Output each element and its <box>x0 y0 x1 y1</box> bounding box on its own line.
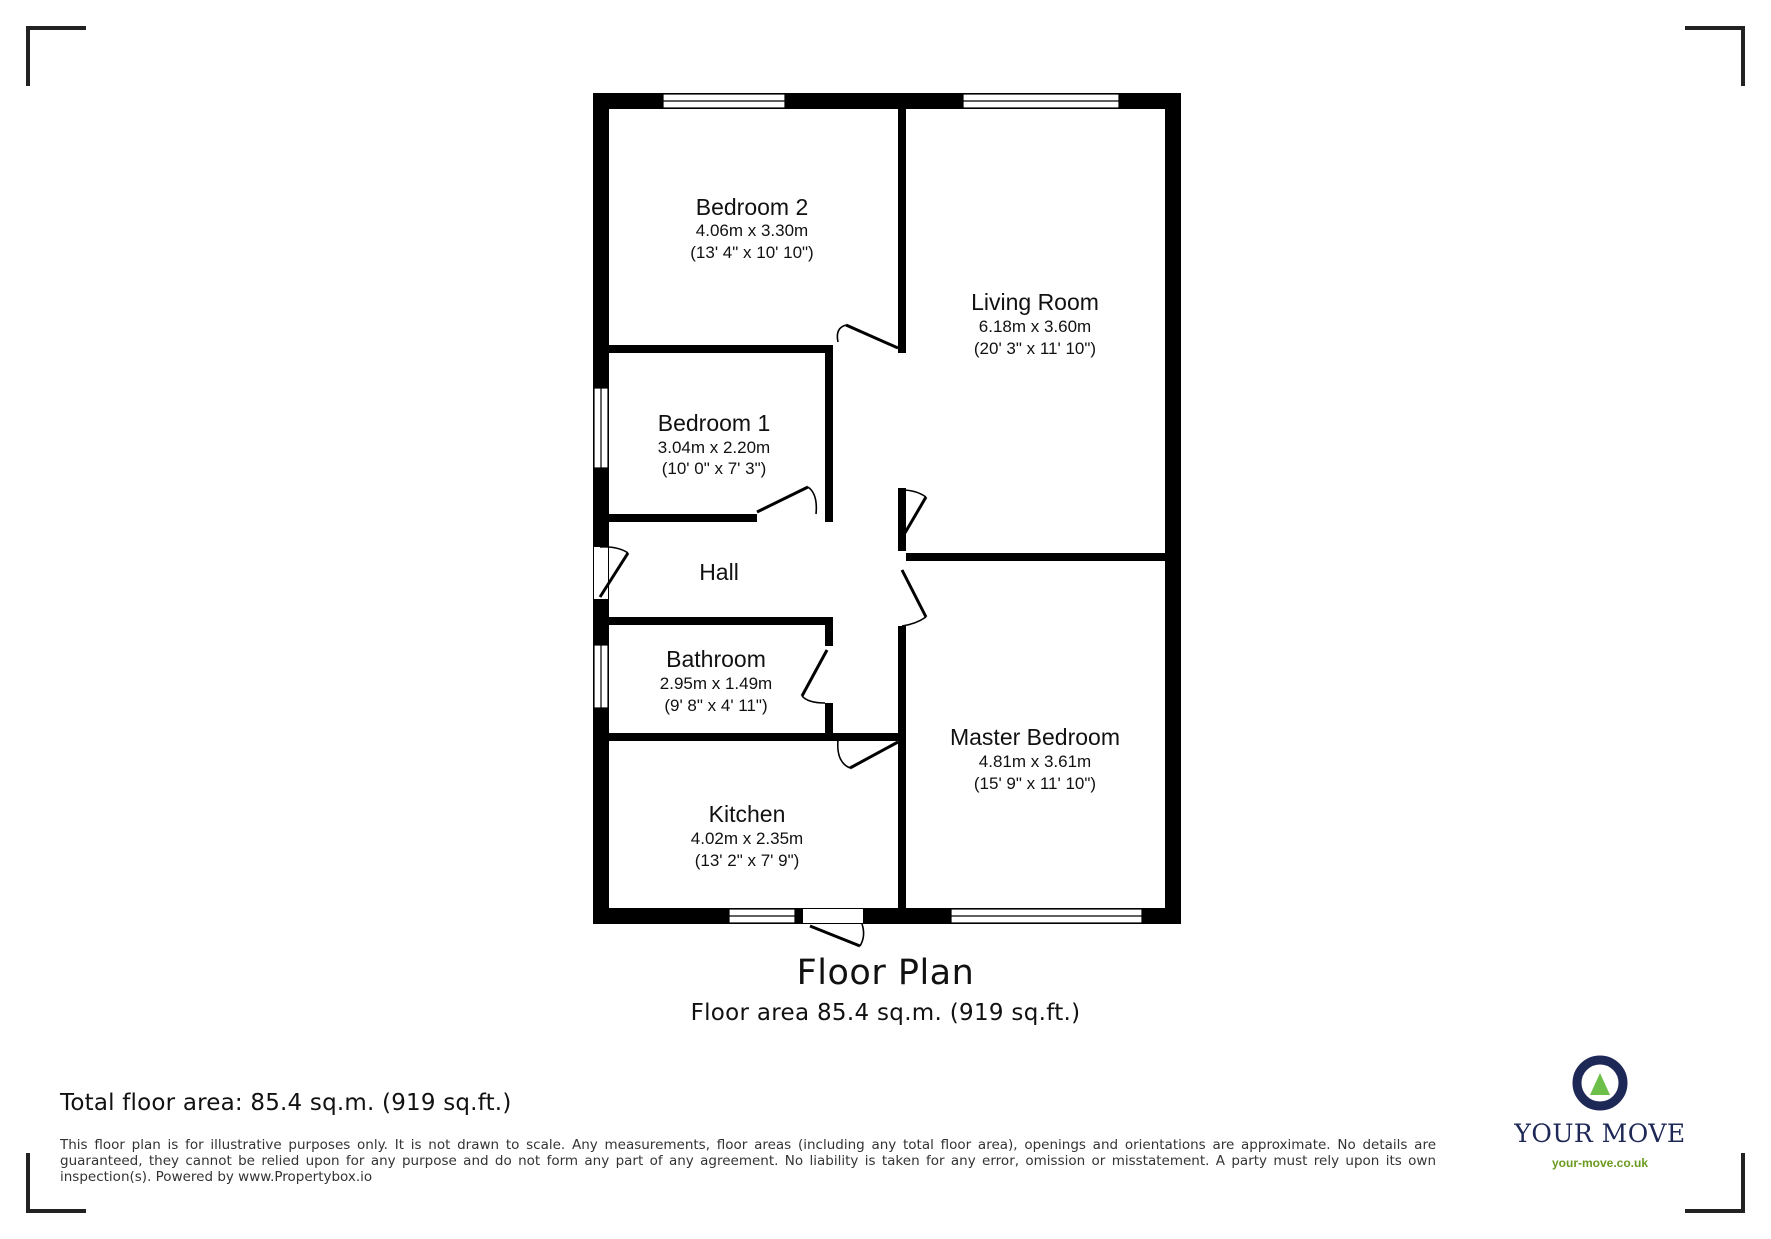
brand-url: your-move.co.uk <box>1551 1156 1649 1170</box>
floor-area-caption: Floor area 85.4 sq.m. (919 sq.ft.) <box>690 1000 1081 1026</box>
room-size-imperial: (15' 9" x 11' 10") <box>973 774 1097 793</box>
window-living-room <box>963 94 1119 108</box>
room-size-imperial: (13' 4" x 10' 10") <box>690 243 814 262</box>
room-name: Hall <box>699 559 739 585</box>
disclaimer-text: This floor plan is for illustrative purposes only. It is not drawn to scale. Any measurements, floor areas (including any total floor area), openings and orientations are approximate. No details are guaranteed, they cannot be relied upon for any purpose and do not form any part of any agreement. No liability is taken for any error, omission or misstatement. A party must rely upon its own inspection(s). Powered by www.Propertybox.io <box>60 1137 1436 1185</box>
door-master-bedroom <box>902 570 926 626</box>
room-label-bathroom <box>660 646 772 715</box>
outer-walls <box>593 93 1181 924</box>
room-size-metric: 6.18m x 3.60m <box>978 317 1092 336</box>
room-size-metric: 4.06m x 3.30m <box>695 221 809 240</box>
window-bathroom <box>594 645 608 708</box>
room-label-bedroom-1 <box>658 410 771 478</box>
windows <box>594 94 1142 923</box>
room-name: Bedroom 2 <box>695 194 809 220</box>
total-floor-area: Total floor area: 85.4 sq.m. (919 sq.ft.) <box>60 1090 512 1116</box>
your-move-logo-icon <box>1570 1055 1630 1113</box>
room-label-bedroom-2 <box>690 194 813 262</box>
brand-name: YOUR MOVE <box>1514 1119 1686 1148</box>
room-name: Living Room <box>971 289 1099 315</box>
room-name: Bedroom 1 <box>657 410 771 436</box>
brand-block <box>1505 1055 1695 1170</box>
window-bedroom-2 <box>663 94 785 108</box>
door-bedroom-1 <box>757 487 816 514</box>
room-size-imperial: (13' 2" x 7' 9") <box>694 851 800 870</box>
room-size-metric: 2.95m x 1.49m <box>659 674 773 693</box>
door-bedroom-2 <box>837 325 898 348</box>
room-label-hall <box>699 559 739 585</box>
door-kitchen <box>838 740 898 768</box>
window-master-bedroom <box>951 909 1142 923</box>
room-size-imperial: (9' 8" x 4' 11") <box>664 696 768 715</box>
door-back <box>810 924 864 946</box>
window-bedroom-1 <box>594 388 608 468</box>
room-name: Master Bedroom <box>949 724 1121 750</box>
room-name: Bathroom <box>666 646 766 672</box>
room-size-metric: 4.02m x 2.35m <box>690 829 804 848</box>
room-name: Kitchen <box>708 801 786 827</box>
room-size-metric: 3.04m x 2.20m <box>657 438 771 457</box>
room-label-kitchen <box>691 801 803 870</box>
room-size-imperial: (10' 0" x 7' 3") <box>661 459 767 478</box>
room-label-master-bedroom <box>950 724 1120 793</box>
room-size-imperial: (20' 3" x 11' 10") <box>973 339 1097 358</box>
room-label-living-room <box>971 289 1099 358</box>
door-bathroom <box>802 650 827 703</box>
window-kitchen <box>729 909 795 923</box>
floor-plan-title: Floor Plan <box>796 953 975 993</box>
room-size-metric: 4.81m x 3.61m <box>978 752 1092 771</box>
